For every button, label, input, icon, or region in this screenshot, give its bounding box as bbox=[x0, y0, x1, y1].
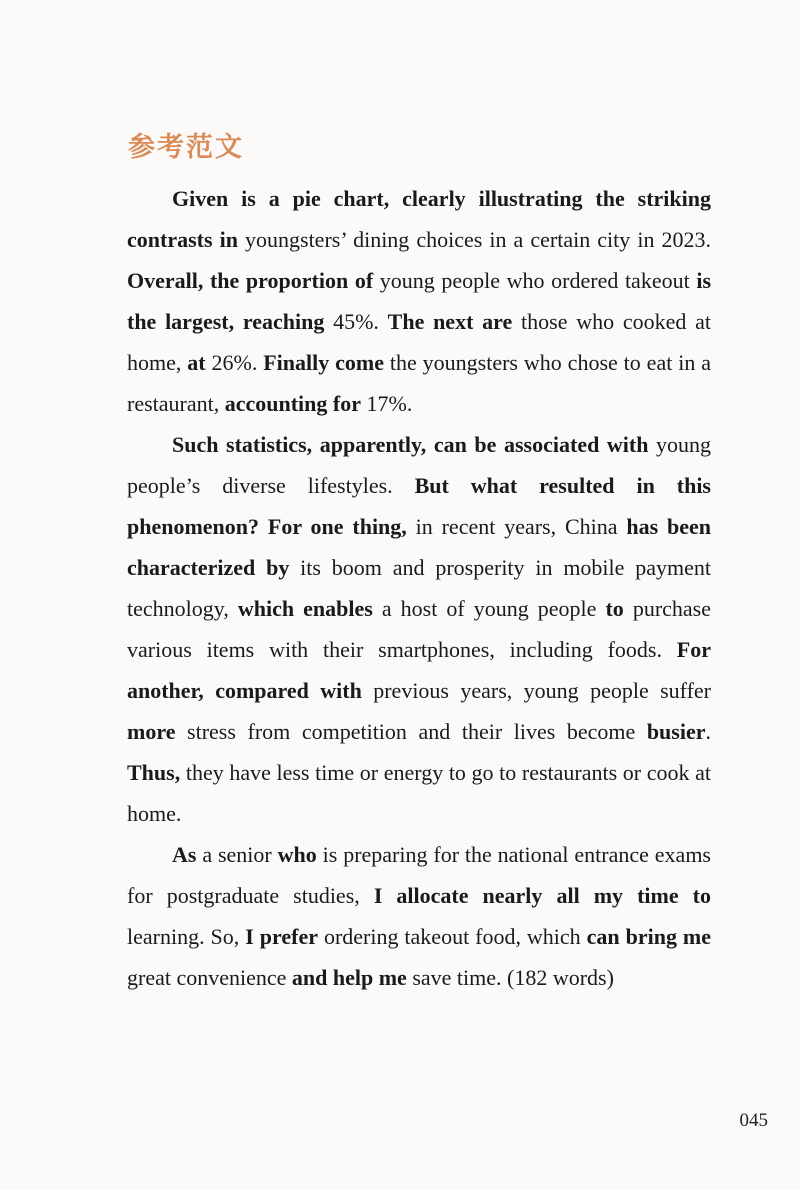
bold-phrase: is the largest, reaching bbox=[127, 268, 712, 334]
text-segment: its boom and prosperity in mobile payment technology, bbox=[127, 555, 712, 621]
text-segment: young people’s diverse lifestyles. bbox=[127, 432, 711, 498]
bold-phrase: Finally come bbox=[263, 350, 384, 375]
bold-phrase: But what resulted in this phenomenon? For one thing, bbox=[127, 473, 711, 539]
text-segment: . bbox=[705, 719, 711, 744]
text-segment: purchase various items with their smartphones, including foods. bbox=[127, 596, 711, 662]
essay-body bbox=[127, 178, 711, 998]
essay-paragraph bbox=[127, 424, 711, 834]
bold-phrase: to bbox=[605, 596, 624, 621]
text-segment: great convenience bbox=[127, 965, 292, 990]
bold-phrase: more bbox=[127, 719, 176, 744]
text-segment: youngsters’ dining choices in a certain city in 2023. bbox=[237, 227, 711, 252]
text-segment: stress from competition and their lives become bbox=[175, 719, 647, 744]
bold-phrase: Overall, the proportion of bbox=[127, 268, 374, 293]
bold-phrase: busier bbox=[646, 719, 706, 744]
bold-phrase: can bring me bbox=[586, 924, 711, 949]
bold-phrase: Given is a pie chart, clearly illustrating the striking contrasts in bbox=[127, 186, 711, 252]
bold-phrase: and help me bbox=[291, 965, 407, 990]
text-segment: the youngsters who chose to eat in a restaurant, bbox=[127, 350, 711, 416]
text-segment: ordering takeout food, which bbox=[317, 924, 587, 949]
text-segment: in recent years, China bbox=[406, 514, 627, 539]
text-segment: save time. (182 words) bbox=[406, 965, 614, 990]
page-number: 045 bbox=[739, 1110, 768, 1131]
text-segment: young people who ordered takeout bbox=[373, 268, 697, 293]
bold-phrase: I prefer bbox=[245, 924, 318, 949]
text-segment: 26%. bbox=[205, 350, 264, 375]
bold-phrase: accounting for bbox=[224, 391, 361, 416]
bold-phrase: Such statistics, apparently, can be associated with bbox=[172, 432, 649, 457]
bold-phrase: has been characterized by bbox=[127, 514, 712, 580]
text-segment: 17%. bbox=[361, 391, 413, 416]
bold-phrase: I allocate nearly all my time to bbox=[373, 883, 711, 908]
section-title: 参考范文 bbox=[128, 132, 244, 163]
essay-paragraph bbox=[127, 834, 711, 998]
bold-phrase: who bbox=[277, 842, 317, 867]
bold-phrase: Thus, bbox=[127, 760, 181, 785]
text-segment: 45%. bbox=[324, 309, 388, 334]
text-segment: a senior bbox=[196, 842, 278, 867]
text-segment: they have less time or energy to go to restaurants or cook at home. bbox=[127, 760, 711, 826]
bold-phrase: The next are bbox=[387, 309, 513, 334]
bold-phrase: which enables bbox=[237, 596, 373, 621]
bold-phrase: As bbox=[172, 842, 197, 867]
text-segment: is preparing for the national entrance exams for postgraduate studies, bbox=[127, 842, 711, 908]
text-segment: those who cooked at home, bbox=[127, 309, 711, 375]
text-segment: a host of young people bbox=[372, 596, 606, 621]
bold-phrase: For another, compared with bbox=[127, 637, 711, 703]
essay-paragraph bbox=[127, 178, 711, 424]
text-segment: previous years, young people suffer bbox=[361, 678, 712, 703]
text-segment: learning. So, bbox=[127, 924, 246, 949]
bold-phrase: at bbox=[187, 350, 206, 375]
